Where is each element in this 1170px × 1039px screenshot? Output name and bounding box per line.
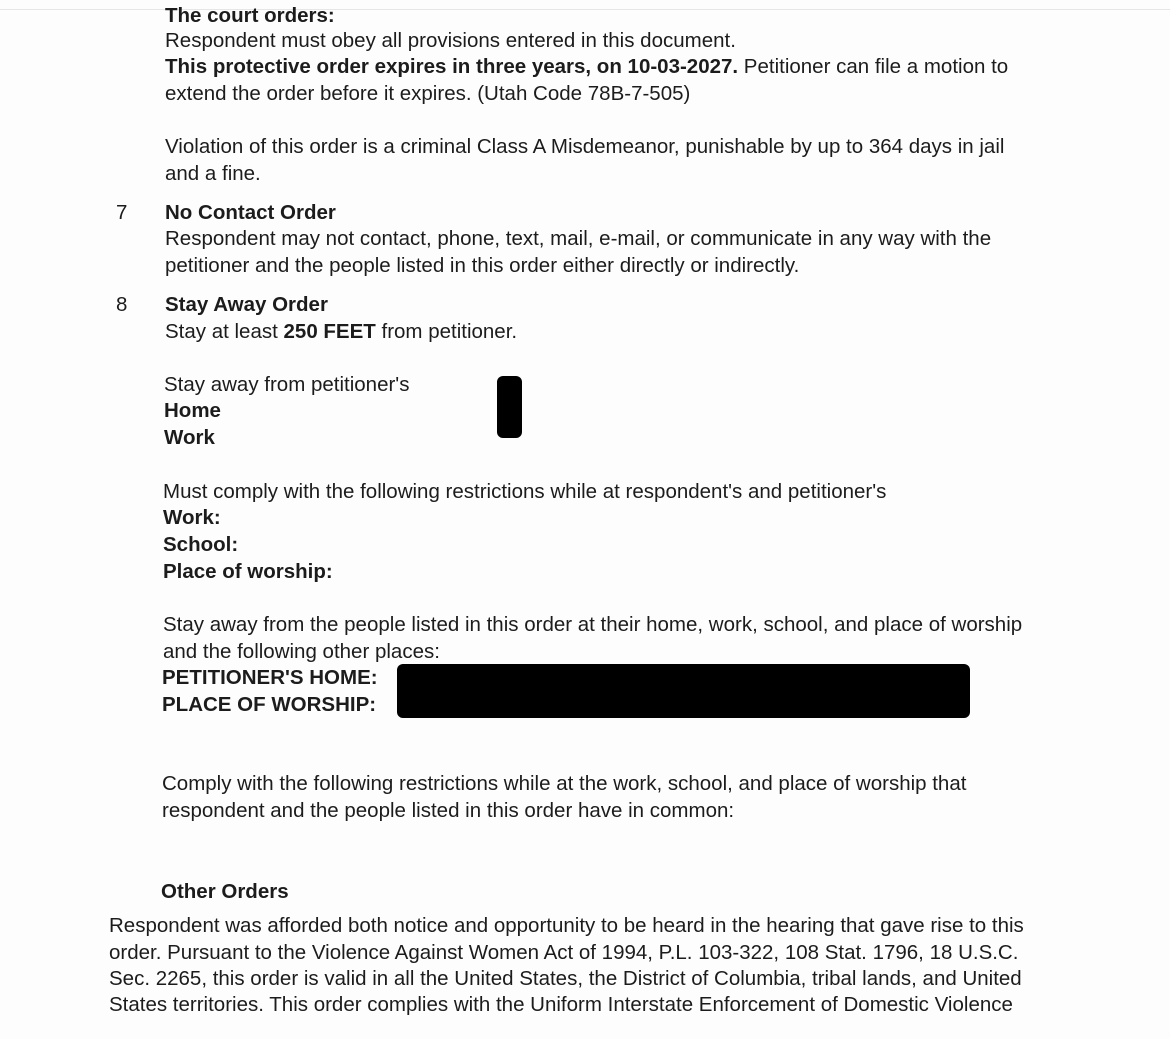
other-orders-title: Other Orders bbox=[161, 880, 289, 903]
distance-value: 250 FEET bbox=[283, 320, 376, 343]
other-orders-line-1: Respondent was afforded both notice and opportunity to be heard in the hearing that gave rise to this bbox=[109, 914, 1024, 937]
court-orders-heading: The court orders: bbox=[165, 4, 335, 27]
section-7-number: 7 bbox=[116, 201, 128, 224]
expiry-line bbox=[165, 53, 1008, 80]
people-line-2: and the following other places: bbox=[163, 640, 440, 663]
expiry-date-text: This protective order expires in three years, on 10-03-2027. bbox=[165, 55, 739, 78]
other-orders-line-4: States territories. This order complies with the Uniform Interstate Enforcement of Domestic Violence bbox=[109, 993, 1013, 1016]
section-7-title: No Contact Order bbox=[165, 201, 336, 224]
distance-line bbox=[165, 318, 517, 345]
section-8-number: 8 bbox=[116, 293, 128, 316]
distance-pre: Stay at least bbox=[165, 320, 284, 343]
other-orders-line-2: order. Pursuant to the Violence Against Women Act of 1994, P.L. 103-322, 108 Stat. 1796, 18 U.S.C. bbox=[109, 941, 1019, 964]
violation-line-1: Violation of this order is a criminal Class A Misdemeanor, punishable by up to 364 days in jail bbox=[165, 135, 1005, 158]
comply-worship-label: Place of worship: bbox=[163, 560, 333, 583]
place-of-worship-label: PLACE OF WORSHIP: bbox=[162, 693, 377, 716]
comply-school-label: School: bbox=[163, 533, 239, 556]
home-label: Home bbox=[164, 399, 221, 422]
people-line-1: Stay away from the people listed in this order at their home, work, school, and place of worship bbox=[163, 613, 1023, 636]
distance-post: from petitioner. bbox=[375, 320, 518, 343]
obey-line: Respondent must obey all provisions entered in this document. bbox=[165, 29, 736, 52]
other-orders-line-3: Sec. 2265, this order is valid in all the United States, the District of Columbia, tribal lands, and United bbox=[109, 967, 1022, 990]
violation-line-2: and a fine. bbox=[165, 162, 261, 185]
stay-away-from-line: Stay away from petitioner's bbox=[164, 373, 410, 396]
expiry-rest-text: Petitioner can file a motion to bbox=[738, 55, 1009, 78]
petitioners-home-label: PETITIONER'S HOME: bbox=[162, 666, 378, 689]
extend-line: extend the order before it expires. (Utah Code 78B-7-505) bbox=[165, 82, 691, 105]
comply-intro-line: Must comply with the following restrictions while at respondent's and petitioner's bbox=[163, 480, 887, 503]
no-contact-line-1: Respondent may not contact, phone, text, mail, e-mail, or communicate in any way with the bbox=[165, 227, 992, 250]
common-line-1: Comply with the following restrictions while at the work, school, and place of worship that bbox=[162, 772, 967, 795]
no-contact-line-2: petitioner and the people listed in this order either directly or indirectly. bbox=[165, 254, 800, 277]
comply-work-label: Work: bbox=[163, 506, 221, 529]
redaction-block bbox=[397, 664, 970, 718]
work-label: Work bbox=[164, 426, 215, 449]
redaction-mark bbox=[497, 376, 522, 438]
common-line-2: respondent and the people listed in this order have in common: bbox=[162, 799, 735, 822]
section-8-title: Stay Away Order bbox=[165, 293, 328, 316]
